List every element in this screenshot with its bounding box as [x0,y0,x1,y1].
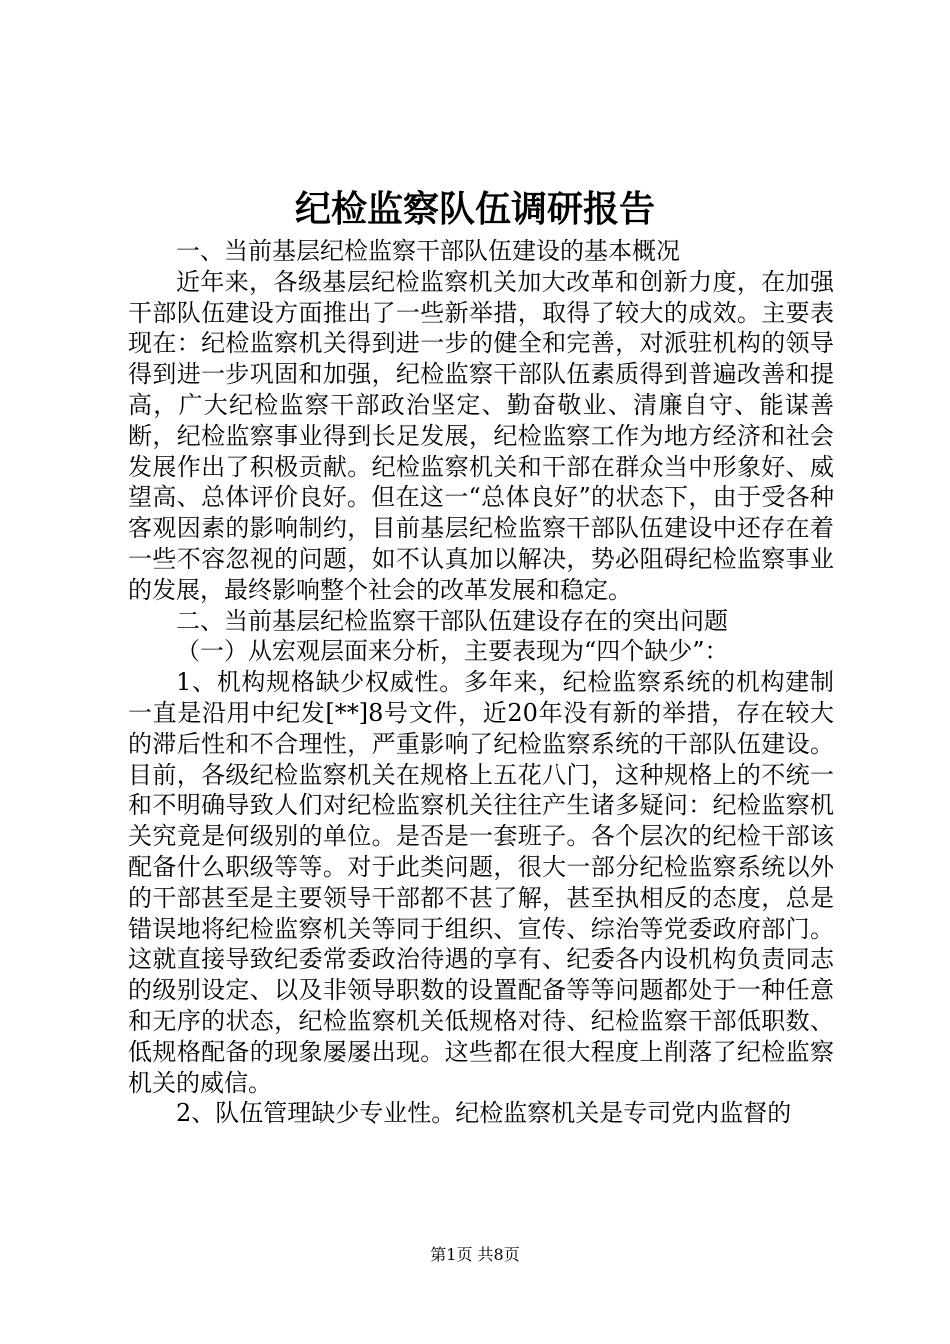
body-paragraph: 1、机构规格缺少权威性。多年来，纪检监察系统的机构建制一直是沿用中纪发[**]8号文件，近20年没有新的举措，存在较大的滞后性和不合理性，严重影响了纪检监察系统的干部队伍建设。目前，各级纪检监察机关在规格上五花八门，这种规格上的不统一和不明确导致人们对纪检监察机关往往产生诸多疑问：纪检监察机关究竟是何级别的单位。是否是一套班子。各个层次的纪检干部该配备什么职级等等。对于此类问题，很大一部分纪检监察系统以外的干部甚至是主要领导干部都不甚了解，甚至执相反的态度，总是错误地将纪检监察机关等同于组织、宣传、综治等党委政府部门。这就直接导致纪委常委政治待遇的享有、纪委各内设机构负责同志的级别设定、以及非领导职数的设置配备等等问题都处于一种任意和无序的状态，纪检监察机关低规格对待、纪检监察干部低职数、低规格配备的现象屡屡出现。这些都在很大程度上削落了纪检监察机关的威信。 [128,668,834,1097]
document-title: 纪检监察队伍调研报告 [294,188,655,230]
body-paragraph: 近年来，各级基层纪检监察机关加大改革和创新力度，在加强干部队伍建设方面推出了一些新举措，取得了较大的成效。主要表现在：纪检监察机关得到进一步的健全和完善，对派驻机构的领导得到进一步巩固和加强，纪检监察干部队伍素质得到普遍改善和提高，广大纪检监察干部政治坚定、勤奋敬业、清廉自守、能谋善断，纪检监察事业得到长足发展，纪检监察工作为地方经济和社会发展作出了积极贡献。纪检监察机关和干部在群众当中形象好、威望高、总体评价良好。但在这一“总体良好”的状态下，由于受各种客观因素的影响制约，目前基层纪检监察干部队伍建设中还存在着一些不容忽视的问题，如不认真加以解决，势必阻碍纪检监察事业的发展，最终影响整个社会的改革发展和稳定。 [128,267,834,604]
subsection-heading: （一）从宏观层面来分析，主要表现为“四个缺少”： [176,637,729,666]
section-heading: 一、当前基层纪检监察干部队伍建设的基本概况 [176,237,680,265]
page-number-footer: 第1页 共8页 [430,1245,520,1264]
section-heading: 二、当前基层纪检监察干部队伍建设存在的突出问题 [176,606,728,635]
body-paragraph: 2、队伍管理缺少专业性。纪检监察机关是专司党内监督的 [176,1099,792,1128]
document-body [128,236,834,1129]
